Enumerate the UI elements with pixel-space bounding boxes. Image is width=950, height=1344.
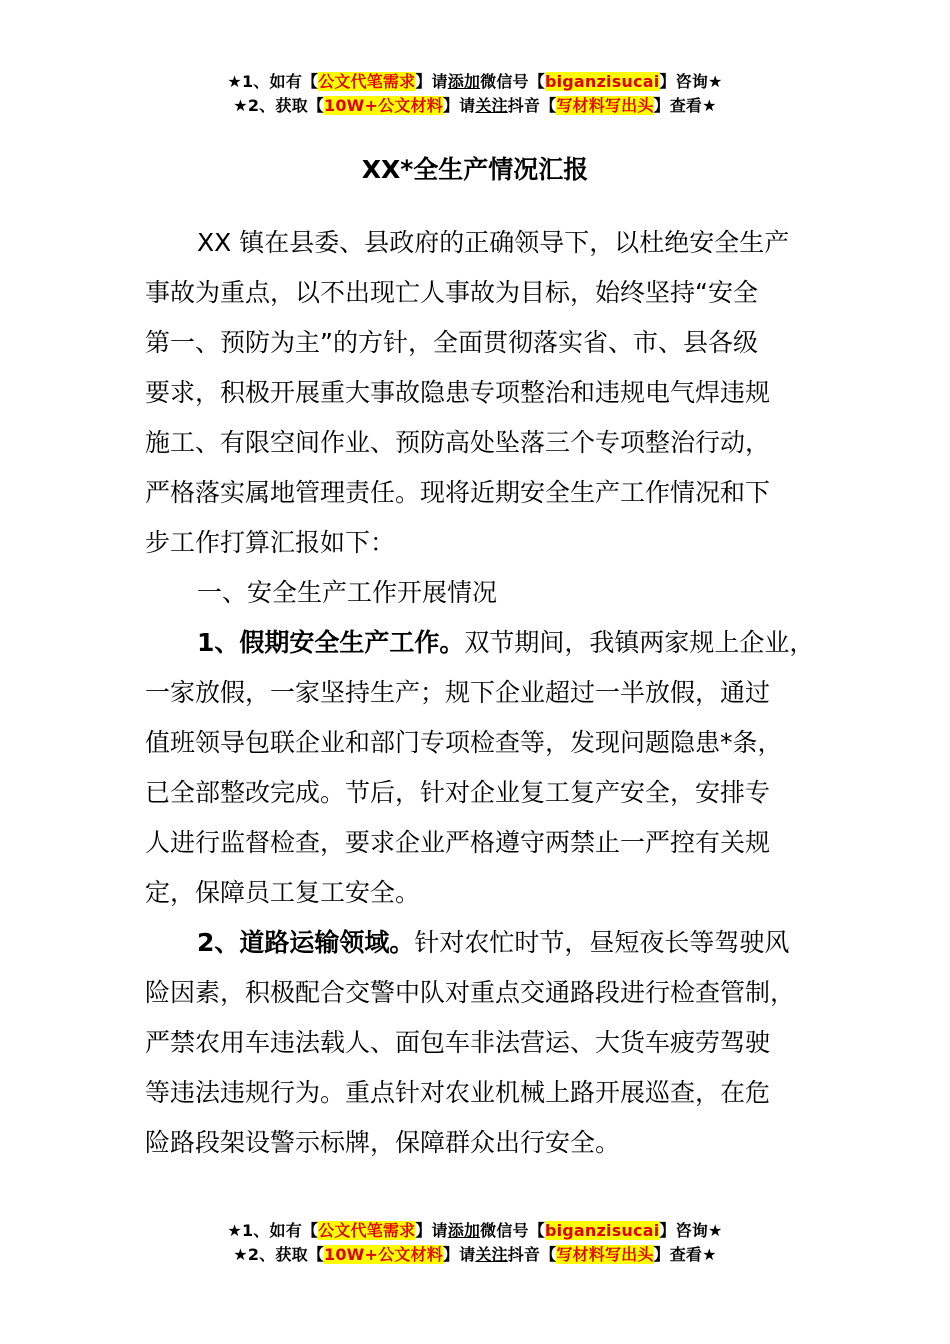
item-2-heading: 2、道路运输领域。 [197,928,415,957]
item-1-first-line: 1、假期安全生产工作。双节期间，我镇两家规上企业， [197,628,815,657]
body-line: 等违法违规行为。重点针对农业机械上路开展巡查，在危 [145,1078,771,1107]
body-line: 步工作打算汇报如下： [145,528,396,557]
body-line: 第一、预防为主”的方针，全面贯彻落实省、市、县各级 [145,328,758,357]
promo-wechat-id: biganzisucai [544,1221,660,1240]
body-line: 事故为重点，以不出现亡人事故为目标，始终坚持“安全 [145,278,758,307]
body-line: XX 镇在县委、县政府的正确领导下，以杜绝安全生产 [197,228,790,257]
body-line: 严禁农用车违法载人、面包车非法营运、大货车疲劳驾驶 [145,1028,771,1057]
document-body [145,218,835,1168]
body-line: 险因素，积极配合交警中队对重点交通路段进行检查管制， [145,978,796,1007]
promo-highlight: 10W+公文材料 [323,1245,443,1264]
promo-line-2: ★2、获取【10W+公文材料】请关注抖音【写材料写出头】查看★ [233,96,717,115]
promo-line-1: ★1、如有【公文代笔需求】请添加微信号【biganzisucai】咨询★ [227,1221,723,1240]
document-title: XX*全生产情况汇报 [361,155,589,184]
section-heading: 一、安全生产工作开展情况 [197,578,498,607]
body-line: 施工、有限空间作业、预防高处坠落三个专项整治行动， [145,428,771,457]
item-2-first-line: 2、道路运输领域。针对农忙时节，昼短夜长等驾驶风 [197,928,790,957]
promo-highlight: 10W+公文材料 [323,96,443,115]
promo-douyin-id: 写材料写出头 [556,96,654,115]
body-line: 人进行监督检查，要求企业严格遵守两禁止一严控有关规 [145,828,771,857]
promo-header [0,70,950,118]
promo-line-2: ★2、获取【10W+公文材料】请关注抖音【写材料写出头】查看★ [233,1245,717,1264]
item-1-heading: 1、假期安全生产工作。 [197,628,465,657]
body-line: 险路段架设警示标牌，保障群众出行安全。 [145,1128,621,1157]
promo-wechat-id: biganzisucai [544,72,660,91]
body-line: 要求，积极开展重大事故隐患专项整治和违规电气焊违规 [145,378,771,407]
body-line: 一家放假，一家坚持生产；规下企业超过一半放假，通过 [145,678,771,707]
body-line: 严格落实属地管理责任。现将近期安全生产工作情况和下 [145,478,771,507]
promo-line-1: ★1、如有【公文代笔需求】请添加微信号【biganzisucai】咨询★ [227,72,723,91]
body-line: 已全部整改完成。节后，针对企业复工复产安全，安排专 [145,778,771,807]
promo-footer [0,1219,950,1267]
promo-douyin-id: 写材料写出头 [556,1245,654,1264]
body-line: 值班领导包联企业和部门专项检查等，发现问题隐患*条， [145,728,783,757]
promo-highlight: 公文代笔需求 [318,1221,416,1240]
body-line: 定，保障员工复工安全。 [145,878,421,907]
promo-highlight: 公文代笔需求 [318,72,416,91]
